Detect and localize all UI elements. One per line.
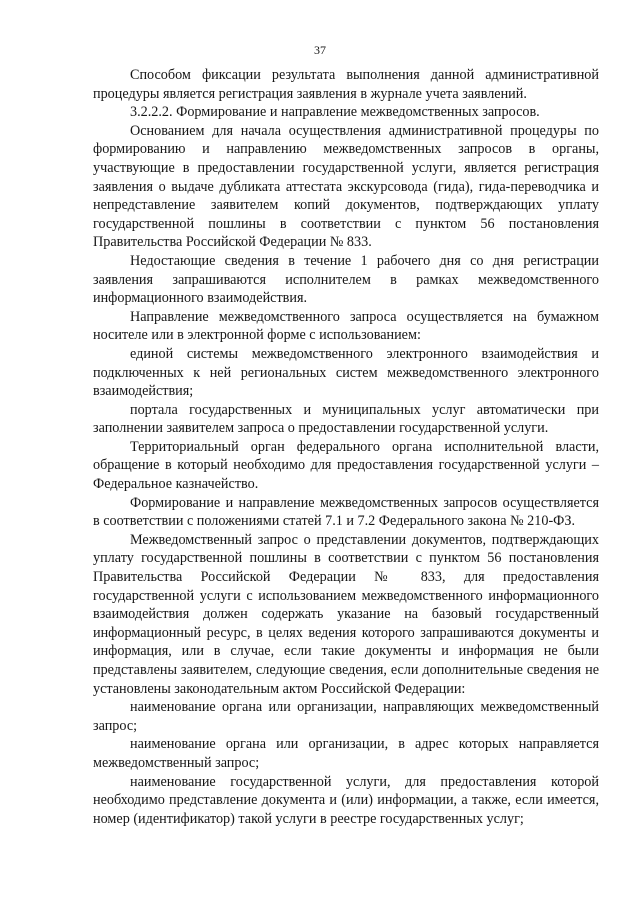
paragraph: Недостающие сведения в течение 1 рабочего дня со дня регистрации заявления запрашиваются исполнителем в рамках межведомственного информационного взаимодействия. bbox=[93, 252, 599, 307]
paragraph: Формирование и направление межведомственных запросов осуществляется в соответствии с положениями статей 7.1 и 7.2 Федерального закона № 210-ФЗ. bbox=[93, 494, 599, 530]
paragraph: Межведомственный запрос о представлении документов, подтверждающих уплату государственной пошлины в соответствии с пунктом 56 постановления Правительства Российской Федерации № 833, для предоставления государственной услуги с использованием межведомственного информационного взаимодействия должен содержать указание на базовый государственный информационный ресурс, в целях ведения которого запрашиваются документы и информация, или в случае, если такие документы и информация не были представлены заявителем, следующие сведения, если дополнительные сведения не установлены законодательным актом Российской Федерации: bbox=[93, 531, 599, 697]
paragraph: Направление межведомственного запроса осуществляется на бумажном носителе или в электронной форме с использованием: bbox=[93, 308, 599, 344]
list-item: единой системы межведомственного электронного взаимодействия и подключенных к ней региональных систем межведомственного электронного взаимодействия; bbox=[93, 345, 599, 400]
paragraph: Способом фиксации результата выполнения данной административной процедуры является регистрация заявления в журнале учета заявлений. bbox=[93, 67, 599, 102]
list-item: наименование государственной услуги, для предоставления которой необходимо представление документа и (или) информации, а также, если имеется, номер (идентификатор) такой услуги в реестре государственных услуг; bbox=[93, 773, 599, 827]
page-number: 37 bbox=[314, 43, 326, 57]
paragraph: Территориальный орган федерального органа исполнительной власти, обращение в который необходимо для предоставления государственной услуги – Федеральное казначейство. bbox=[93, 438, 599, 493]
paragraph: Основанием для начала осуществления административной процедуры по формированию и направлению межведомственных запросов в органы, участвующие в предоставлении государственной услуги, является регистрация заявления о выдаче дубликата аттестата экскурсовода (гида), гида-переводчика и непредставление заявителем копий документов, подтверждающих уплату государственной пошлины в соответствии с пунктом 56 постановления Правительства Российской Федерации № 833. bbox=[93, 122, 599, 251]
document-body bbox=[93, 66, 599, 828]
list-item: наименование органа или организации, в адрес которых направляется межведомственный запрос; bbox=[93, 736, 599, 771]
list-item: наименование органа или организации, направляющих межведомственный запрос; bbox=[93, 699, 599, 734]
section-heading: 3.2.2.2. Формирование и направление межведомственных запросов. bbox=[130, 104, 540, 121]
list-item: портала государственных и муниципальных услуг автоматически при заполнении заявителем запроса о предоставлении государственной услуги. bbox=[93, 401, 599, 437]
